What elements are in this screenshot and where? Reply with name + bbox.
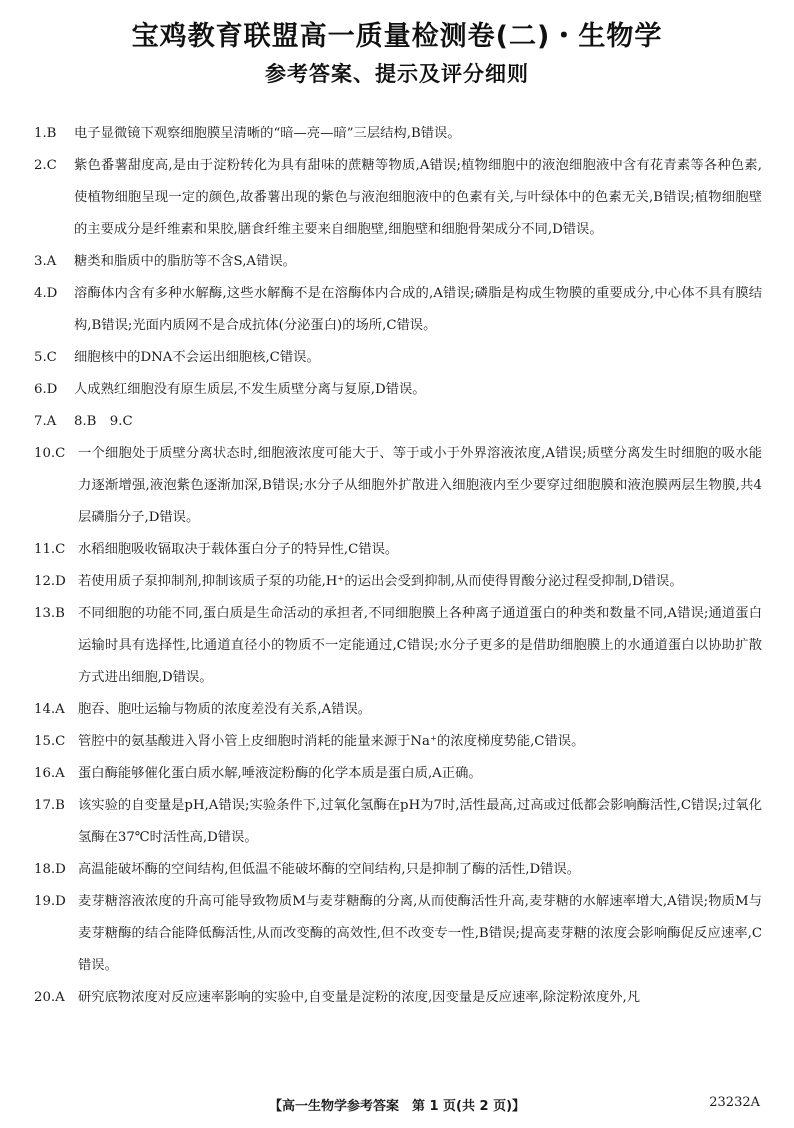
answer-item-3 [34,246,762,278]
answer-explanation: 细胞核中的DNA不会运出细胞核,C错误。 [74,350,320,365]
answer-item-7-9 [34,406,762,438]
page-subtitle: 参考答案、提示及评分细则 [265,62,529,86]
answer-item-17 [34,790,762,854]
answer-explanation: 一个细胞处于质壁分离状态时,细胞液浓度可能大于、等于或小于外界溶液浓度,A错误;质壁分离发生时细胞的吸水能力逐渐增强,液泡紫色逐渐加深,B错误;水分子从细胞外扩散进入细胞液内至少要穿过细胞膜和液泡膜两层生物膜,共4层磷脂分子,D错误。 [78,446,762,525]
footer-page-info: 【高一生物学参考答案 第 1 页(共 2 页)】 [268,1099,526,1114]
answer-number: 6.D [34,382,58,397]
answer-number: 4.D [34,286,58,301]
answer-explanation: 胞吞、胞吐运输与物质的浓度差没有关系,A错误。 [78,702,372,717]
answer-number: 5.C [34,350,57,365]
answer-explanation: 水稻细胞吸收镉取决于载体蛋白分子的特异性,C错误。 [78,542,399,557]
answer-explanation: 该实验的自变量是pH,A错误;实验条件下,过氧化氢酶在pH为7时,活性最高,过高或过低都会影响酶活性,C错误;过氧化氢酶在37℃时活性高,D错误。 [78,798,762,845]
answer-item-10 [34,438,762,534]
answer-item-2 [34,150,762,246]
footer-paper-code: 23232A [709,1095,760,1110]
page-title: 宝鸡教育联盟高一质量检测卷(二)・生物学 [131,21,663,52]
answer-number: 3.A [34,254,57,269]
page-footer [0,1095,794,1117]
answer-item-20 [34,982,762,1014]
answer-explanation: 高温能破坏酶的空间结构,但低温不能破坏酶的空间结构,只是抑制了酶的活性,D错误。 [78,862,581,877]
answer-item-15 [34,726,762,758]
answer-number: 17.B [34,798,65,813]
answer-number: 18.D [34,862,66,877]
answer-number: 2.C [34,158,57,173]
answer-number: 12.D [34,574,66,589]
answer-item-14 [34,694,762,726]
answer-number: 7.A [34,414,57,429]
answer-item-1 [34,118,762,150]
answer-explanation: 麦芽糖溶液浓度的升高可能导致物质M与麦芽糖酶的分离,从而使酶活性升高,麦芽糖的水解速率增大,A错误;物质M与麦芽糖酶的结合能降低酶活性,从而改变酶的高效性,但不改变专一性,B错误;提高麦芽糖的浓度会影响酶促反应速率,C错误。 [78,894,762,973]
answer-explanation: 若使用质子泵抑制剂,抑制该质子泵的功能,H⁺的运出会受到抑制,从而使得胃酸分泌过程受抑制,D错误。 [78,574,683,589]
answer-explanation: 8.B 9.C [74,414,133,429]
answer-explanation: 研究底物浓度对反应速率影响的实验中,自变量是淀粉的浓度,因变量是反应速率,除淀粉浓度外,凡 [78,990,641,1005]
answer-item-11 [34,534,762,566]
answer-number: 16.A [34,766,65,781]
answer-item-6 [34,374,762,406]
answer-number: 13.B [34,606,65,621]
answer-list [34,118,762,1014]
answer-number: 15.C [34,734,66,749]
answer-item-16 [34,758,762,790]
answer-item-12 [34,566,762,598]
answer-item-5 [34,342,762,374]
answer-explanation: 人成熟红细胞没有原生质层,不发生质壁分离与复原,D错误。 [74,382,426,397]
answer-explanation: 溶酶体内含有多种水解酶,这些水解酶不是在溶酶体内合成的,A错误;磷脂是构成生物膜的重要成分,中心体不具有膜结构,B错误;光面内质网不是合成抗体(分泌蛋白)的场所,C错误。 [74,286,762,333]
answer-explanation: 蛋白酶能够催化蛋白质水解,唾液淀粉酶的化学本质是蛋白质,A正确。 [78,766,482,781]
answer-item-19 [34,886,762,982]
answer-number: 14.A [34,702,65,717]
answer-explanation: 管腔中的氨基酸进入肾小管上皮细胞时消耗的能量来源于Na⁺的浓度梯度势能,C错误。 [78,734,585,749]
answer-number: 19.D [34,894,66,909]
answer-item-13 [34,598,762,694]
answer-item-18 [34,854,762,886]
answer-explanation: 不同细胞的功能不同,蛋白质是生命活动的承担者,不同细胞膜上各种离子通道蛋白的种类和数量不同,A错误;通道蛋白运输时具有选择性,比通道直径小的物质不一定能通过,C错误;水分子更多的是借助细胞膜上的水通道蛋白以协助扩散方式进出细胞,D错误。 [78,606,762,685]
answer-explanation: 紫色番薯甜度高,是由于淀粉转化为具有甜味的蔗糖等物质,A错误;植物细胞中的液泡细胞液中含有花青素等各种色素,使植物细胞呈现一定的颜色,故番薯出现的紫色与液泡细胞液中的色素有关,与叶绿体中的色素无关,B错误;植物细胞壁的主要成分是纤维素和果胶,膳食纤维主要来自细胞壁,细胞壁和细胞骨架成分不同,D错误。 [74,158,762,237]
answer-number: 20.A [34,990,65,1005]
answer-number: 10.C [34,446,66,461]
answer-item-4 [34,278,762,342]
answer-explanation: 电子显微镜下观察细胞膜呈清晰的“暗—亮—暗”三层结构,B错误。 [74,126,461,141]
answer-number: 11.C [34,542,66,557]
answer-explanation: 糖类和脂质中的脂肪等不含S,A错误。 [74,254,296,269]
answer-number: 1.B [34,126,57,141]
